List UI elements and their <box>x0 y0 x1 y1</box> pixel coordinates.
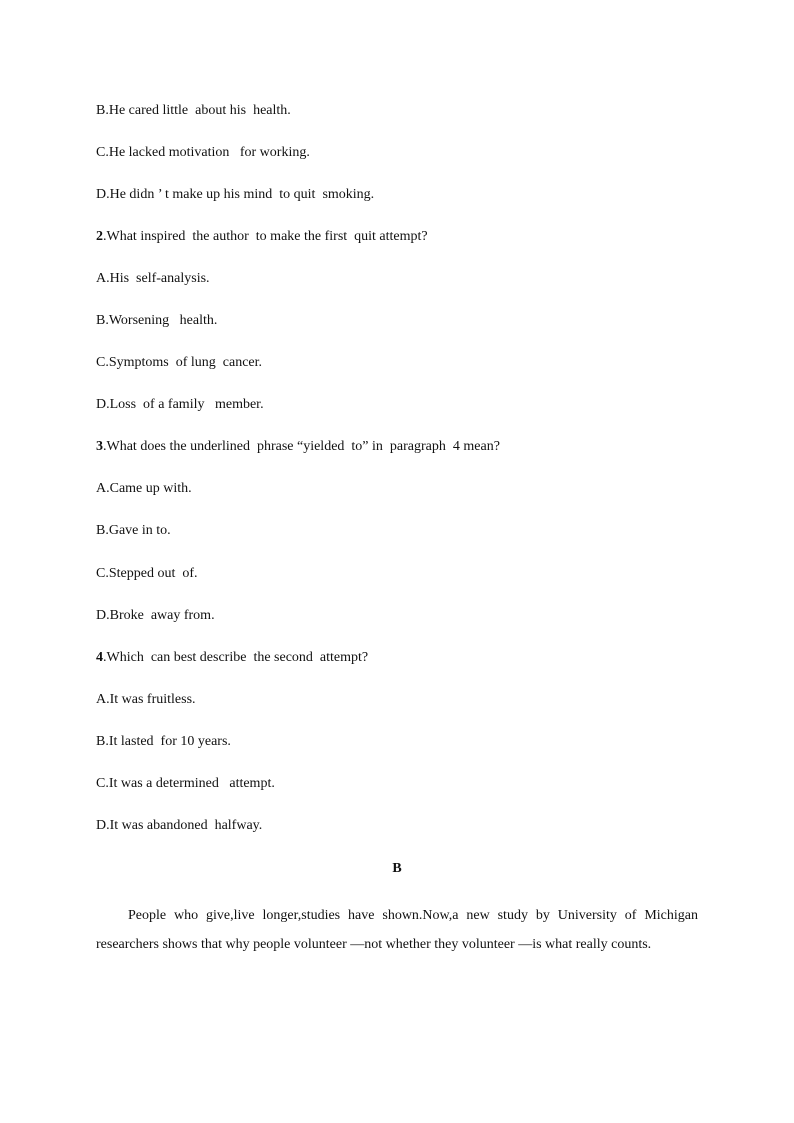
q4-text: .Which can best describe the second attempt? <box>103 650 369 665</box>
q3-question <box>96 438 500 456</box>
q4-option-b: B.It lasted for 10 years. <box>96 734 231 749</box>
q2-question <box>96 228 428 246</box>
q1-option-d: D.He didn ’ t make up his mind to quit smoking. <box>96 187 375 202</box>
section-heading: B <box>392 861 402 876</box>
section-paragraph: People who give,live longer,studies have shown.Now,a new study by University of Michigan researchers shows that why people volunteer —not whether they volunteer —is what really counts. <box>96 908 698 952</box>
q2-number: 2 <box>96 229 103 244</box>
q2-option-a: A.His self-analysis. <box>96 271 210 286</box>
q3-option-d: D.Broke away from. <box>96 608 215 623</box>
q1-option-b: B.He cared little about his health. <box>96 103 291 118</box>
q4-question <box>96 649 368 667</box>
q4-option-c: C.It was a determined attempt. <box>96 776 275 791</box>
q4-option-a: A.It was fruitless. <box>96 692 196 707</box>
q4-number: 4 <box>96 650 103 665</box>
q3-option-c: C.Stepped out of. <box>96 566 198 581</box>
q3-option-a: A.Came up with. <box>96 481 192 496</box>
q2-option-d: D.Loss of a family member. <box>96 397 264 412</box>
q3-text: .What does the underlined phrase “yielded to” in paragraph 4 mean? <box>103 439 500 454</box>
q2-option-c: C.Symptoms of lung cancer. <box>96 355 263 370</box>
q3-number: 3 <box>96 439 103 454</box>
q2-text: .What inspired the author to make the first quit attempt? <box>103 229 428 244</box>
q4-option-d: D.It was abandoned halfway. <box>96 818 263 833</box>
q2-option-b: B.Worsening health. <box>96 313 218 328</box>
q3-option-b: B.Gave in to. <box>96 523 171 538</box>
q1-option-c: C.He lacked motivation for working. <box>96 145 310 160</box>
